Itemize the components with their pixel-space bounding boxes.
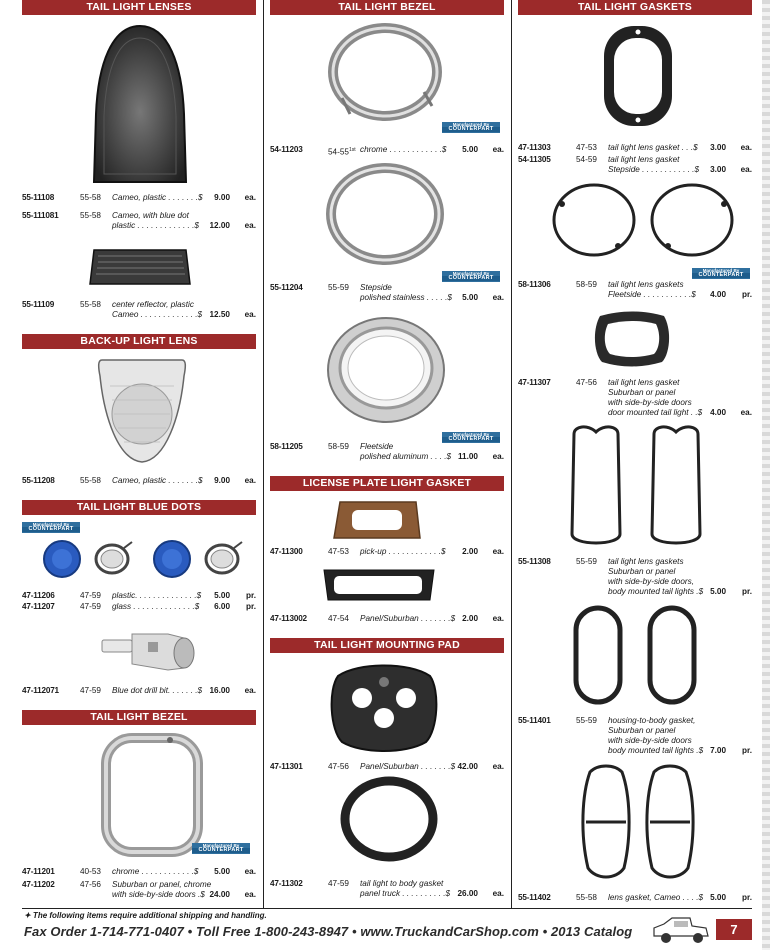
part-number: 55-11401	[518, 716, 551, 725]
price: 42.00	[457, 762, 478, 771]
description: Cameo, with blue dot	[112, 211, 189, 220]
tail-light-lens-image	[90, 24, 190, 186]
unit: ea.	[740, 143, 752, 152]
description: Suburban or panel	[608, 567, 676, 576]
price: 4.00	[710, 290, 726, 299]
price: 5.00	[462, 145, 478, 154]
unit: ea.	[492, 614, 504, 623]
description: polished stainless . . . . .$	[360, 293, 452, 302]
description: Cameo . . . . . . . . . . . . .$	[112, 310, 203, 319]
section-header-tail-light-bezel: TAIL LIGHT BEZEL	[22, 710, 256, 725]
unit: ea.	[244, 476, 256, 485]
unit: ea.	[244, 890, 256, 899]
counterpart-badge: Manufactured By COUNTERPART	[692, 268, 750, 279]
unit: pr.	[741, 290, 752, 299]
year-range: 47-53	[576, 143, 597, 152]
housing-gaskets-image	[570, 604, 700, 706]
column-divider	[511, 0, 512, 908]
section-header-back-up-light-lens: BACK-UP LIGHT LENS	[22, 334, 256, 349]
price: 4.00	[710, 408, 726, 417]
year-range: 54-59	[576, 155, 597, 164]
center-reflector-image	[88, 248, 192, 286]
year-range: $54-55^{1st}$	[328, 147, 356, 157]
unit: pr.	[741, 746, 752, 755]
unit: pr.	[741, 893, 752, 902]
price: 5.00	[214, 591, 230, 600]
description: chrome . . . . . . . . . . . .$	[360, 145, 447, 154]
description: Suburban or panel	[608, 388, 676, 397]
part-number: 47-11307	[518, 378, 551, 387]
panel-gasket-image	[320, 566, 438, 604]
year-range: 47-59	[328, 879, 349, 888]
tail-light-bezel-image	[100, 732, 204, 858]
price: 6.00	[214, 602, 230, 611]
year-range: 47-59	[80, 591, 101, 600]
unit: ea.	[244, 221, 256, 230]
page-edge-border	[762, 0, 770, 950]
truck-icon	[650, 914, 712, 946]
unit: ea.	[244, 686, 256, 695]
description: Stepside . . . . . . . . . . . .$	[608, 165, 700, 174]
description: Blue dot drill bit. . . . . . .$	[112, 686, 203, 695]
unit: ea.	[740, 408, 752, 417]
description: with side-by-side doors	[608, 736, 692, 745]
part-number: 55-111081	[22, 211, 59, 220]
year-range: 47-59	[80, 602, 101, 611]
description: Panel/Suburban . . . . . . .$	[360, 762, 456, 771]
description: Suburban or panel, chrome	[112, 880, 212, 889]
description: Cameo, plastic . . . . . . .$	[112, 193, 203, 202]
chrome-bezel-image	[328, 22, 442, 122]
section-header-tail-light-blue-dots: TAIL LIGHT BLUE DOTS	[22, 500, 256, 515]
year-range: 47-53	[328, 547, 349, 556]
price: 12.50	[209, 310, 230, 319]
description: center reflector, plastic	[112, 300, 194, 309]
lens-gasket-image	[600, 22, 676, 130]
section-header-tail-light-gaskets: TAIL LIGHT GASKETS	[518, 0, 752, 15]
price: 24.00	[209, 890, 230, 899]
year-range: 55-59	[328, 283, 349, 292]
shipping-note: ✦ The following items require additional shipping and handling.	[24, 911, 267, 920]
section-header-license-plate-light-gasket: LICENSE PLATE LIGHT GASKET	[270, 476, 504, 491]
part-number: 55-11402	[518, 893, 551, 902]
unit: ea.	[740, 165, 752, 174]
description: tail light lens gasket	[608, 378, 680, 387]
part-number: 47-11302	[270, 879, 303, 888]
description: with side-by-side doors	[608, 398, 692, 407]
year-range: 55-58	[80, 476, 101, 485]
part-number: 55-11109	[22, 300, 55, 309]
unit: ea.	[492, 762, 504, 771]
description: tail light lens gasket	[608, 155, 680, 164]
fleetside-bezel-image	[324, 312, 448, 426]
description: plastic . . . . . . . . . . . . .$	[112, 221, 199, 230]
part-number: 47-11201	[22, 867, 55, 876]
column-3	[518, 0, 752, 908]
unit: pr.	[245, 591, 256, 600]
part-number: 58-11205	[270, 442, 303, 451]
year-range: 47-56	[576, 378, 597, 387]
cameo-lens-gaskets-image	[580, 764, 696, 882]
body-mounted-gaskets-image	[566, 424, 706, 550]
description: tail light lens gasket . . .$	[608, 143, 698, 152]
footer-rule	[22, 908, 752, 909]
part-number: 54-11203	[270, 145, 303, 154]
part-number: 58-11306	[518, 280, 551, 289]
description: door mounted tail light . .$	[608, 408, 703, 417]
year-range: 47-54	[328, 614, 349, 623]
price: 9.00	[214, 193, 230, 202]
year-range: 55-58	[80, 211, 101, 220]
description: Cameo, plastic . . . . . . .$	[112, 476, 203, 485]
footer-contact: Fax Order 1-714-771-0407 • Toll Free 1-800-243-8947 • www.TruckandCarShop.com • 2013 Catalog	[24, 924, 633, 939]
price: 9.00	[214, 476, 230, 485]
unit: pr.	[245, 602, 256, 611]
mounting-pad-image	[328, 660, 440, 754]
year-range: 58-59	[576, 280, 597, 289]
year-range: 55-59	[576, 557, 597, 566]
unit: ea.	[492, 889, 504, 898]
price: 26.00	[457, 889, 478, 898]
description: body mounted tail lights .$	[608, 746, 704, 755]
unit: ea.	[244, 867, 256, 876]
year-range: 47-59	[80, 686, 101, 695]
part-number: 54-11305	[518, 155, 551, 164]
description: pick-up . . . . . . . . . . . .$	[360, 547, 446, 556]
year-range: 55-59	[576, 716, 597, 725]
price: 3.00	[710, 165, 726, 174]
price: 3.00	[710, 143, 726, 152]
body-gasket-image	[340, 776, 438, 862]
part-number: 47-113002	[270, 614, 307, 623]
description: tail light lens gaskets	[608, 557, 684, 566]
description: chrome . . . . . . . . . . . .$	[112, 867, 199, 876]
section-header-tail-light-mounting-pad: TAIL LIGHT MOUNTING PAD	[270, 638, 504, 653]
unit: ea.	[492, 293, 504, 302]
column-divider	[263, 0, 264, 908]
unit: ea.	[492, 145, 504, 154]
door-mounted-gasket-image	[592, 310, 672, 368]
description: glass . . . . . . . . . . . . . .$	[112, 602, 200, 611]
unit: ea.	[492, 547, 504, 556]
drill-bit-image	[98, 628, 198, 672]
description: polished aluminum . . . .$	[360, 452, 452, 461]
price: 11.00	[457, 452, 478, 461]
part-number: 55-11204	[270, 283, 303, 292]
stepside-gaskets-image	[548, 180, 738, 260]
part-number: 55-11108	[22, 193, 55, 202]
description: tail light to body gasket	[360, 879, 444, 888]
description: with side-by-side doors,	[608, 577, 695, 586]
price: 5.00	[214, 867, 230, 876]
year-range: 40-53	[80, 867, 101, 876]
description: Panel/Suburban . . . . . . .$	[360, 614, 456, 623]
price: 2.00	[462, 547, 478, 556]
counterpart-badge: Manufactured By COUNTERPART	[442, 122, 500, 133]
description: plastic. . . . . . . . . . . . . .$	[112, 591, 202, 600]
description: Stepside	[360, 283, 392, 292]
blue-dots-image	[40, 536, 252, 582]
price: 7.00	[710, 746, 726, 755]
part-number: 47-11207	[22, 602, 55, 611]
stepside-bezel-image	[326, 162, 444, 266]
pickup-gasket-image	[332, 498, 422, 542]
description: panel truck . . . . . . . . . .$	[360, 889, 451, 898]
unit: ea.	[492, 452, 504, 461]
unit: ea.	[244, 193, 256, 202]
column-1	[22, 0, 256, 908]
unit: pr.	[741, 587, 752, 596]
price: 5.00	[462, 293, 478, 302]
year-range: 55-58	[80, 193, 101, 202]
part-number: 55-11208	[22, 476, 55, 485]
description: Fleetside . . . . . . . . . . .$	[608, 290, 696, 299]
description: tail light lens gaskets	[608, 280, 684, 289]
year-range: 55-58	[576, 893, 597, 902]
price: 2.00	[462, 614, 478, 623]
part-number: 47-11303	[518, 143, 551, 152]
unit: ea.	[244, 310, 256, 319]
part-number: 47-11202	[22, 880, 55, 889]
part-number: 55-11308	[518, 557, 551, 566]
description: body mounted tail lights .$	[608, 587, 704, 596]
description: with side-by-side doors .$	[112, 890, 205, 899]
description: lens gasket, Cameo . . . .$	[608, 893, 704, 902]
price: 5.00	[710, 893, 726, 902]
description: Fleetside	[360, 442, 394, 451]
year-range: 47-56	[80, 880, 101, 889]
year-range: 47-56	[328, 762, 349, 771]
part-number: 47-112071	[22, 686, 59, 695]
section-header-tail-light-bezel: TAIL LIGHT BEZEL	[270, 0, 504, 15]
part-number: 47-11300	[270, 547, 303, 556]
year-range: 55-58	[80, 300, 101, 309]
back-up-lens-image	[96, 356, 188, 466]
description: housing-to-body gasket,	[608, 716, 696, 725]
part-number: 47-11206	[22, 591, 55, 600]
price: 5.00	[710, 587, 726, 596]
description: Suburban or panel	[608, 726, 676, 735]
counterpart-badge: Manufactured By COUNTERPART	[192, 843, 250, 854]
year-range: 58-59	[328, 442, 349, 451]
price: 12.00	[209, 221, 230, 230]
counterpart-badge: Manufactured By COUNTERPART	[442, 432, 500, 443]
part-number: 47-11301	[270, 762, 303, 771]
column-2	[270, 0, 504, 908]
price: 16.00	[209, 686, 230, 695]
section-header-tail-light-lenses: TAIL LIGHT LENSES	[22, 0, 256, 15]
page-number: 7	[716, 919, 752, 940]
counterpart-badge: Manufactured By COUNTERPART	[22, 522, 80, 533]
counterpart-badge: Manufactured By COUNTERPART	[442, 271, 500, 282]
